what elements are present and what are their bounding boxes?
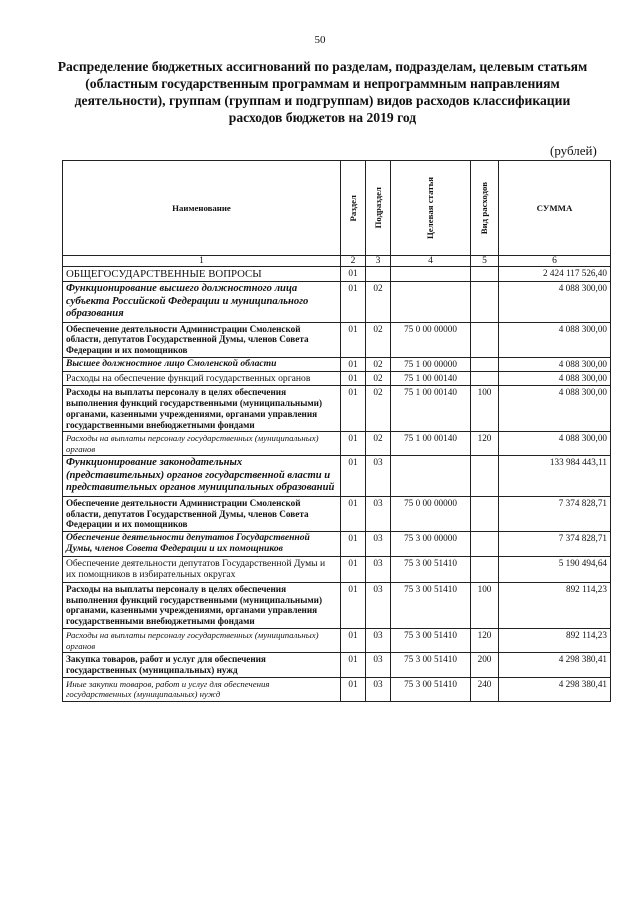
row-subsection: 03 bbox=[366, 496, 391, 531]
row-sum: 4 298 380,41 bbox=[499, 677, 611, 701]
row-kind: 200 bbox=[471, 653, 499, 678]
row-kind: 240 bbox=[471, 677, 499, 701]
row-target: 75 1 00 00000 bbox=[391, 357, 471, 371]
column-number: 2 bbox=[341, 256, 366, 267]
row-kind bbox=[471, 267, 499, 282]
table-row bbox=[63, 653, 611, 678]
row-target bbox=[391, 456, 471, 497]
row-subsection: 03 bbox=[366, 653, 391, 678]
row-name: Расходы на выплаты персоналу государственных (муниципальных) органов bbox=[63, 432, 341, 456]
row-name: Высшее должностное лицо Смоленской области bbox=[63, 357, 341, 371]
row-sum: 4 088 300,00 bbox=[499, 322, 611, 357]
row-subsection: 02 bbox=[366, 386, 391, 432]
column-number: 1 bbox=[63, 256, 341, 267]
row-subsection: 03 bbox=[366, 456, 391, 497]
row-name: Иные закупки товаров, работ и услуг для обеспечения государственных (муниципальных) нужд bbox=[63, 677, 341, 701]
row-section: 01 bbox=[341, 322, 366, 357]
budget-table bbox=[62, 160, 611, 702]
row-sum: 5 190 494,64 bbox=[499, 556, 611, 582]
row-section: 01 bbox=[341, 371, 366, 386]
column-number: 5 bbox=[471, 256, 499, 267]
row-target: 75 1 00 00140 bbox=[391, 386, 471, 432]
table-row bbox=[63, 582, 611, 628]
row-sum: 892 114,23 bbox=[499, 582, 611, 628]
table-row bbox=[63, 357, 611, 371]
row-kind: 120 bbox=[471, 432, 499, 456]
row-name: Закупка товаров, работ и услуг для обеспечения государственных (муниципальных) нужд bbox=[63, 653, 341, 678]
table-row bbox=[63, 371, 611, 386]
column-number-row bbox=[63, 256, 611, 267]
row-name: Обеспечение деятельности депутатов Государственной Думы и их помощников в избирательных округах bbox=[63, 556, 341, 582]
row-subsection: 02 bbox=[366, 432, 391, 456]
row-target bbox=[391, 282, 471, 323]
row-subsection: 02 bbox=[366, 322, 391, 357]
row-section: 01 bbox=[341, 653, 366, 678]
row-sum: 4 088 300,00 bbox=[499, 386, 611, 432]
row-subsection: 03 bbox=[366, 556, 391, 582]
row-target: 75 0 00 00000 bbox=[391, 496, 471, 531]
table-row bbox=[63, 282, 611, 323]
row-name: Расходы на выплаты персоналу в целях обеспечения выполнения функций государственными (муниципальными) органами, казенными учреждениями, органами управления государственными внебюджетными фондами bbox=[63, 386, 341, 432]
row-subsection: 02 bbox=[366, 282, 391, 323]
row-kind: 100 bbox=[471, 582, 499, 628]
row-sum: 133 984 443,11 bbox=[499, 456, 611, 497]
row-section: 01 bbox=[341, 386, 366, 432]
table-body bbox=[63, 267, 611, 702]
row-name: Обеспечение деятельности Администрации Смоленской области, депутатов Государственной Думы, членов Совета Федерации и их помощников bbox=[63, 496, 341, 531]
table-row bbox=[63, 629, 611, 653]
header-target-label: Целевая статья bbox=[425, 177, 436, 239]
row-section: 01 bbox=[341, 282, 366, 323]
header-section bbox=[341, 161, 366, 256]
row-section: 01 bbox=[341, 496, 366, 531]
row-subsection: 02 bbox=[366, 357, 391, 371]
header-kind bbox=[471, 161, 499, 256]
row-kind bbox=[471, 532, 499, 557]
row-name: Обеспечение деятельности Администрации Смоленской области, депутатов Государственной Думы, членов Совета Федерации и их помощников bbox=[63, 322, 341, 357]
row-kind bbox=[471, 371, 499, 386]
row-section: 01 bbox=[341, 582, 366, 628]
row-sum: 4 088 300,00 bbox=[499, 432, 611, 456]
row-target bbox=[391, 267, 471, 282]
row-name: Расходы на выплаты персоналу в целях обеспечения выполнения функций государственными (муниципальными) органами, казенными учреждениями, органами управления государственными внебюджетными фондами bbox=[63, 582, 341, 628]
table-row bbox=[63, 386, 611, 432]
row-target: 75 3 00 51410 bbox=[391, 677, 471, 701]
row-kind bbox=[471, 357, 499, 371]
row-name: Расходы на выплаты персоналу государственных (муниципальных) органов bbox=[63, 629, 341, 653]
row-name: ОБЩЕГОСУДАРСТВЕННЫЕ ВОПРОСЫ bbox=[63, 267, 341, 282]
row-target: 75 3 00 51410 bbox=[391, 653, 471, 678]
row-target: 75 3 00 51410 bbox=[391, 582, 471, 628]
table-row bbox=[63, 556, 611, 582]
header-subsection bbox=[366, 161, 391, 256]
row-section: 01 bbox=[341, 532, 366, 557]
row-name: Обеспечение деятельности депутатов Государственной Думы, членов Совета Федерации и их помощников bbox=[63, 532, 341, 557]
row-section: 01 bbox=[341, 357, 366, 371]
header-kind-label: Вид расходов bbox=[479, 181, 490, 235]
row-sum: 7 374 828,71 bbox=[499, 496, 611, 531]
row-section: 01 bbox=[341, 432, 366, 456]
header-row bbox=[63, 161, 611, 256]
row-section: 01 bbox=[341, 677, 366, 701]
header-target bbox=[391, 161, 471, 256]
row-target: 75 1 00 00140 bbox=[391, 432, 471, 456]
row-section: 01 bbox=[341, 629, 366, 653]
column-number: 4 bbox=[391, 256, 471, 267]
table-row bbox=[63, 496, 611, 531]
row-section: 01 bbox=[341, 556, 366, 582]
row-kind bbox=[471, 496, 499, 531]
header-section-label: Раздел bbox=[347, 194, 358, 222]
row-section: 01 bbox=[341, 456, 366, 497]
row-name: Функционирование законодательных (представительных) органов государственной власти и представительных органов муниципальных образований bbox=[63, 456, 341, 497]
row-sum: 4 088 300,00 bbox=[499, 357, 611, 371]
row-sum: 2 424 117 526,40 bbox=[499, 267, 611, 282]
document-title: Распределение бюджетных ассигнований по разделам, подразделам, целевым статьям (областным государственным программам и непрограммным направлениям деятельности), группам (группам и подгруппам) видов расходов классификации расходов бюджетов на 2019 год bbox=[57, 59, 588, 125]
row-kind bbox=[471, 456, 499, 497]
header-sum: СУММА bbox=[499, 161, 611, 256]
row-target: 75 3 00 51410 bbox=[391, 629, 471, 653]
row-subsection: 02 bbox=[366, 371, 391, 386]
row-target: 75 0 00 00000 bbox=[391, 322, 471, 357]
row-section: 01 bbox=[341, 267, 366, 282]
table-row bbox=[63, 532, 611, 557]
row-target: 75 3 00 51410 bbox=[391, 556, 471, 582]
row-name: Функционирование высшего должностного лица субъекта Российской Федерации и муниципального образования bbox=[63, 282, 341, 323]
header-subsection-label: Подраздел bbox=[372, 187, 383, 229]
table-row bbox=[63, 267, 611, 282]
row-kind bbox=[471, 282, 499, 323]
column-number: 3 bbox=[366, 256, 391, 267]
row-subsection bbox=[366, 267, 391, 282]
row-subsection: 03 bbox=[366, 677, 391, 701]
row-sum: 4 088 300,00 bbox=[499, 282, 611, 323]
table-row bbox=[63, 677, 611, 701]
row-kind bbox=[471, 322, 499, 357]
row-subsection: 03 bbox=[366, 629, 391, 653]
row-target: 75 1 00 00140 bbox=[391, 371, 471, 386]
row-sum: 4 088 300,00 bbox=[499, 371, 611, 386]
row-target: 75 3 00 00000 bbox=[391, 532, 471, 557]
row-subsection: 03 bbox=[366, 582, 391, 628]
page-number: 50 bbox=[314, 34, 326, 46]
column-number: 6 bbox=[499, 256, 611, 267]
row-kind bbox=[471, 556, 499, 582]
table-row bbox=[63, 432, 611, 456]
row-name: Расходы на обеспечение функций государственных органов bbox=[63, 371, 341, 386]
row-sum: 7 374 828,71 bbox=[499, 532, 611, 557]
row-subsection: 03 bbox=[366, 532, 391, 557]
currency-unit: (рублей) bbox=[550, 143, 597, 158]
row-sum: 892 114,23 bbox=[499, 629, 611, 653]
row-sum: 4 298 380,41 bbox=[499, 653, 611, 678]
header-name: Наименование bbox=[63, 161, 341, 256]
row-kind: 100 bbox=[471, 386, 499, 432]
table-row bbox=[63, 456, 611, 497]
row-kind: 120 bbox=[471, 629, 499, 653]
table-row bbox=[63, 322, 611, 357]
